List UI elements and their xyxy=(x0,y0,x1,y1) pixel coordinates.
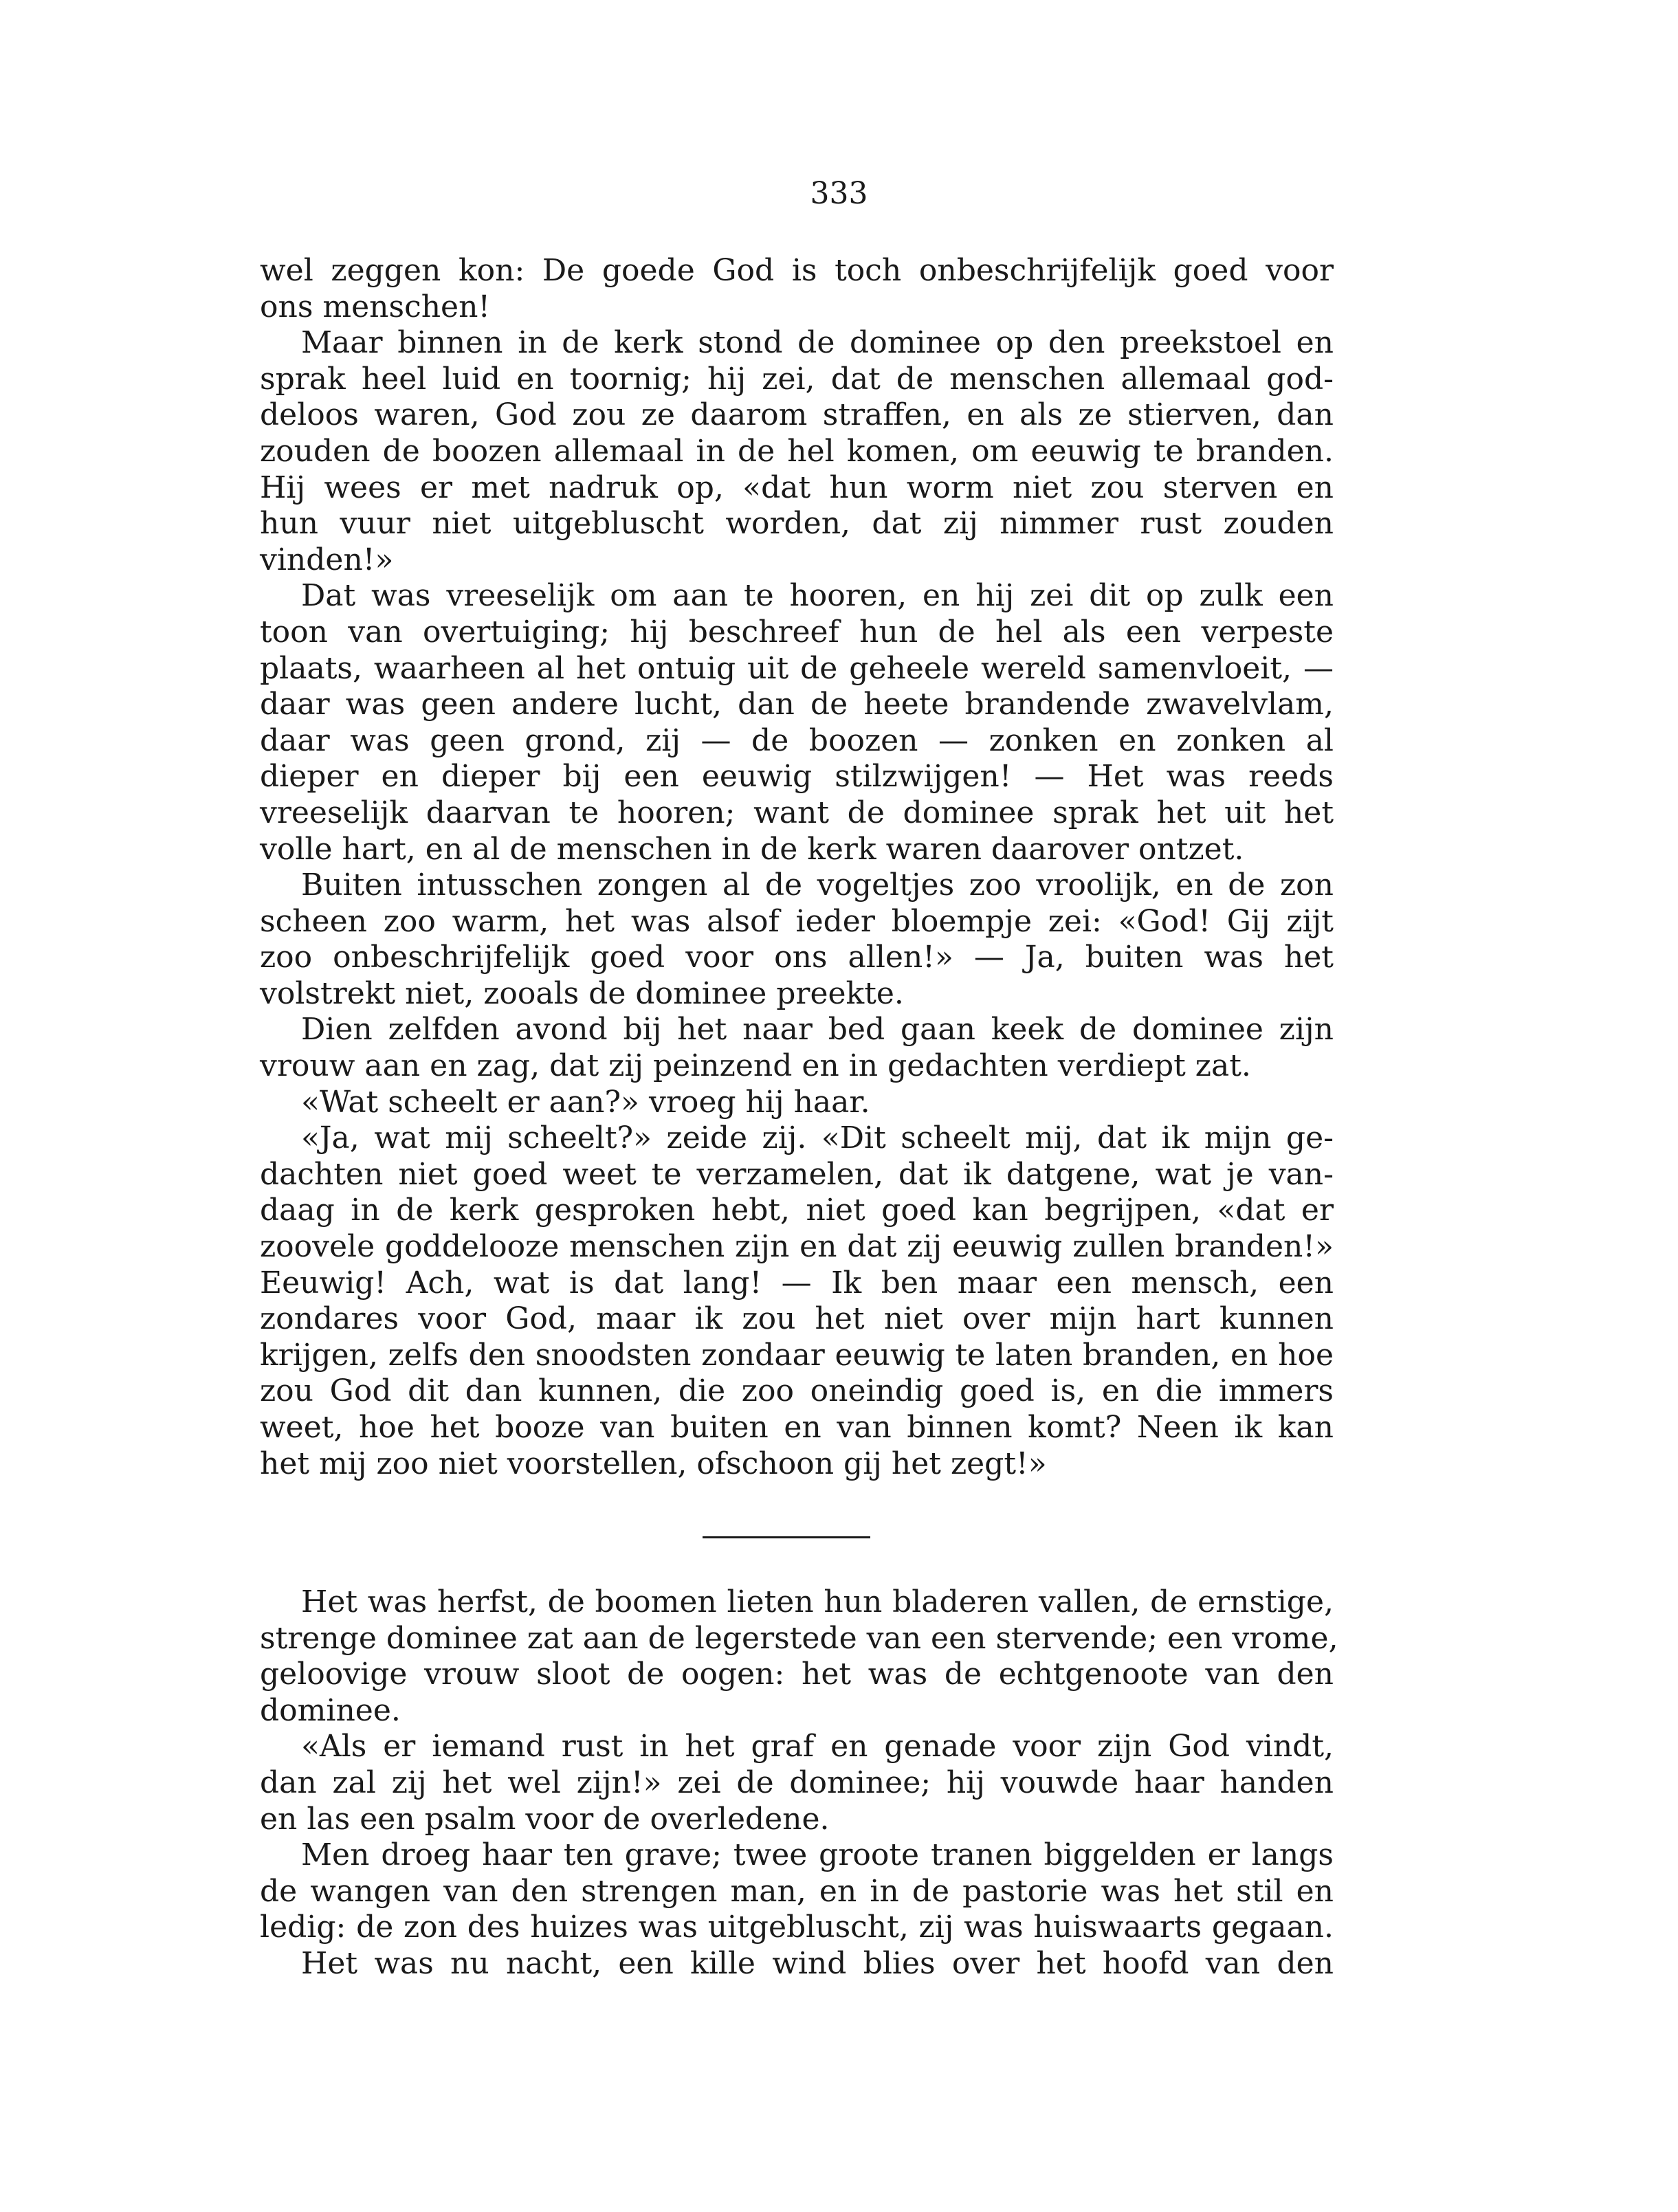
text-line: vinden!» xyxy=(260,542,394,577)
text-line: Dien zelfden avond bij het naar bed gaan keek de dominee zijn xyxy=(301,1012,1334,1048)
text-line: ons menschen! xyxy=(260,289,491,324)
text-line: Men droeg haar ten grave; twee groote tranen biggelden er langs xyxy=(301,1837,1334,1873)
text-line: de wangen van den strengen man, en in de pastorie was het stil en xyxy=(260,1873,1334,1909)
text-line: zoovele goddelooze menschen zijn en dat zij eeuwig zullen branden!» xyxy=(260,1229,1334,1265)
section-divider xyxy=(703,1536,870,1538)
text-line: volstrekt niet, zooals de dominee preekte. xyxy=(260,975,904,1011)
text-line: dominee. xyxy=(260,1692,401,1728)
text-line: zoo onbeschrijfelijk goed voor ons allen!» — Ja, buiten was het xyxy=(260,940,1334,975)
text-line: daag in de kerk gesproken hebt, niet goed kan begrijpen, «dat er xyxy=(260,1193,1334,1228)
text-line: vrouw aan en zag, dat zij peinzend en in gedachten verdiept zat. xyxy=(260,1048,1251,1084)
text-line: plaats, waarheen al het ontuig uit de geheele wereld samenvloeit, — xyxy=(260,650,1334,686)
text-line: «Ja, wat mij scheelt?» zeide zij. «Dit scheelt mij, dat ik mijn ge- xyxy=(301,1120,1334,1156)
text-line: strenge dominee zat aan de legerstede van een stervende; een vrome, xyxy=(260,1620,1338,1656)
text-line: weet, hoe het booze van buiten en van binnen komt? Neen ik kan xyxy=(260,1410,1334,1445)
text-line: Buiten intusschen zongen al de vogeltjes zoo vroolijk, en de zon xyxy=(301,867,1334,903)
text-line: daar was geen andere lucht, dan de heete brandende zwavelvlam, xyxy=(260,687,1334,722)
text-line: het mij zoo niet voorstellen, ofschoon gij het zegt!» xyxy=(260,1446,1047,1481)
text-line: scheen zoo warm, het was alsof ieder bloempje zei: «God! Gij zijt xyxy=(260,903,1334,939)
text-line: deloos waren, God zou ze daarom straffen, en als ze stierven, dan xyxy=(260,397,1334,433)
text-line: «Wat scheelt er aan?» vroeg hij haar. xyxy=(301,1084,870,1120)
text-line: krijgen, zelfs den snoodsten zondaar eeuwig te laten branden, en hoe xyxy=(260,1337,1334,1373)
text-line: geloovige vrouw sloot de oogen: het was de echtgenoote van den xyxy=(260,1657,1334,1692)
text-line: zou God dit dan kunnen, die zoo oneindig goed is, en die immers xyxy=(260,1373,1334,1409)
text-line: zouden de boozen allemaal in de hel komen, om eeuwig te branden. xyxy=(260,433,1334,469)
text-line: dieper en dieper bij een eeuwig stilzwijgen! — Het was reeds xyxy=(260,759,1334,795)
text-line: Maar binnen in de kerk stond de dominee op den preekstoel en xyxy=(301,325,1334,361)
text-line: Dat was vreeselijk om aan te hooren, en hij zei dit op zulk een xyxy=(301,578,1334,614)
text-line: Hij wees er met nadruk op, «dat hun worm niet zou sterven en xyxy=(260,469,1334,505)
text-line: Eeuwig! Ach, wat is dat lang! — Ik ben maar een mensch, een xyxy=(260,1265,1334,1301)
text-line: vreeselijk daarvan te hooren; want de dominee sprak het uit het xyxy=(260,795,1334,830)
text-line: dan zal zij het wel zijn!» zei de dominee; hij vouwde haar handen xyxy=(260,1765,1334,1800)
text-line: en las een psalm voor de overledene. xyxy=(260,1801,830,1837)
text-line: daar was geen grond, zij — de boozen — zonken en zonken al xyxy=(260,722,1334,758)
text-section-2 xyxy=(260,1584,1338,1982)
text-line: volle hart, en al de menschen in de kerk waren daarover ontzet. xyxy=(260,831,1244,867)
text-line: Het was herfst, de boomen lieten hun bladeren vallen, de ernstige, xyxy=(301,1584,1334,1619)
text-line: dachten niet goed weet te verzamelen, dat ik datgene, wat je van- xyxy=(260,1156,1334,1192)
text-line: Het was nu nacht, een kille wind blies over het hoofd van den xyxy=(301,1945,1334,1981)
page-number: 333 xyxy=(810,176,868,211)
text-line: sprak heel luid en toornig; hij zei, dat de menschen allemaal god- xyxy=(260,361,1334,397)
text-line: hun vuur niet uitgebluscht worden, dat zij nimmer rust zouden xyxy=(260,506,1334,542)
text-section-1 xyxy=(260,253,1334,1482)
text-line: wel zeggen kon: De goede God is toch onbeschrijfelijk goed voor xyxy=(260,253,1334,288)
text-line: zondares voor God, maar ik zou het niet over mijn hart kunnen xyxy=(260,1301,1334,1337)
text-line: toon van overtuiging; hij beschreef hun de hel als een verpeste xyxy=(260,614,1334,650)
text-line: «Als er iemand rust in het graf en genade voor zijn God vindt, xyxy=(301,1729,1334,1765)
text-line: ledig: de zon des huizes was uitgebluscht, zij was huiswaarts gegaan. xyxy=(260,1910,1334,1945)
